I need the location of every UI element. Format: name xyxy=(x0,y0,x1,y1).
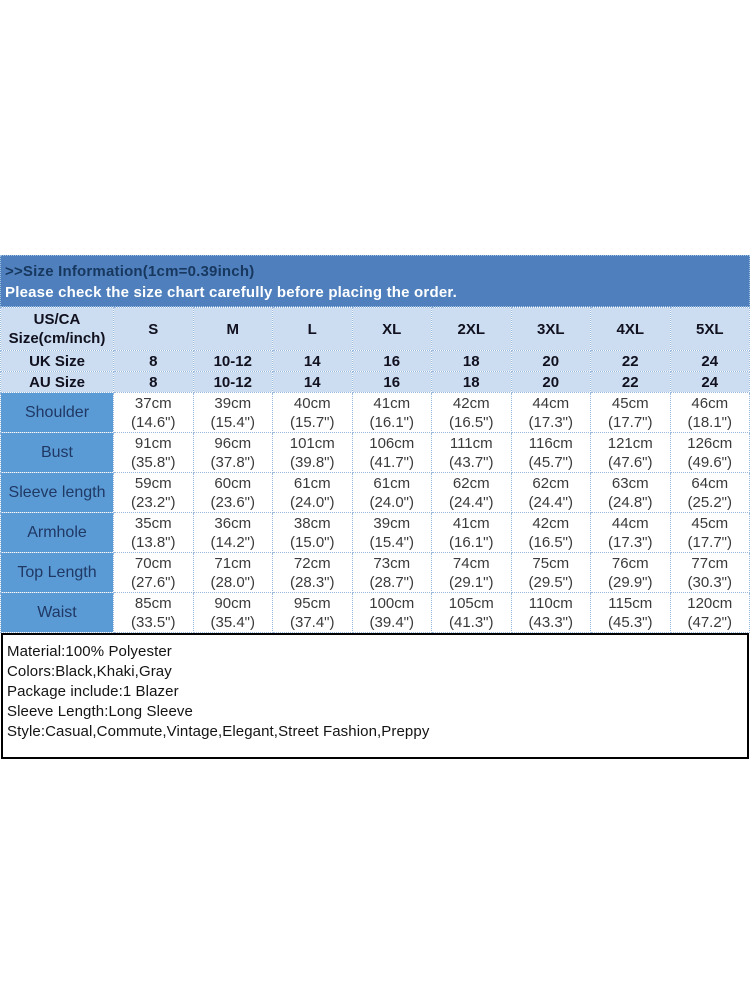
measurement-cm-value: 75cm xyxy=(532,554,570,572)
measurement-cm-value: 44cm xyxy=(611,514,649,532)
measurement-cell xyxy=(114,433,194,473)
measurement-cell xyxy=(273,393,353,433)
measurement-inch-value: (37.4") xyxy=(289,613,335,631)
size-value-cell: 14 xyxy=(273,372,353,393)
measurement-cell xyxy=(591,553,671,593)
measurement-cm-value: 126cm xyxy=(687,434,733,452)
size-chart-body xyxy=(1,308,750,633)
measurement-cell xyxy=(193,593,273,633)
measurement-cm-value: 95cm xyxy=(293,594,331,612)
measurement-cm-value: 76cm xyxy=(611,554,649,572)
measurement-row-armhole xyxy=(1,513,750,553)
size-chart-table xyxy=(0,307,750,633)
measurement-cell xyxy=(511,473,591,513)
measurement-row-waist xyxy=(1,593,750,633)
measurement-cell xyxy=(591,473,671,513)
measurement-cell xyxy=(114,593,194,633)
measurement-cm-value: 85cm xyxy=(134,594,172,612)
measurement-inch-value: (28.0") xyxy=(210,573,255,591)
banner-title: >>Size Information(1cm=0.39inch) xyxy=(5,263,255,280)
measurement-inch-value: (41.7") xyxy=(369,453,414,471)
measurement-inch-value: (25.2") xyxy=(687,493,732,511)
measurement-cell xyxy=(670,433,750,473)
measurement-cell xyxy=(273,513,353,553)
measurement-cm-value: 101cm xyxy=(289,434,335,452)
size-value-cell: 20 xyxy=(511,351,591,372)
measurement-cell xyxy=(432,393,512,433)
measurement-cm-value: 41cm xyxy=(373,394,411,412)
size-value-cell: 22 xyxy=(591,351,671,372)
measurement-cell xyxy=(193,433,273,473)
banner-subtitle: Please check the size chart carefully before placing the order. xyxy=(5,284,457,301)
measurement-inch-value: (24.8") xyxy=(607,493,653,511)
size-info-banner xyxy=(0,255,750,307)
measurement-cell xyxy=(670,593,750,633)
size-value-cell: 18 xyxy=(432,372,512,393)
size-value-cell: 22 xyxy=(591,372,671,393)
measurement-row-top-length xyxy=(1,553,750,593)
size-value-cell: 24 xyxy=(670,372,750,393)
measurement-cm-value: 77cm xyxy=(691,554,729,572)
product-details-box xyxy=(1,633,749,759)
measurement-inch-value: (16.1") xyxy=(448,533,494,551)
measurement-inch-value: (24.0") xyxy=(289,493,335,511)
measurement-inch-value: (23.6") xyxy=(210,493,255,511)
size-value-cell: 16 xyxy=(352,351,432,372)
measurement-cell xyxy=(511,553,591,593)
measurement-cell xyxy=(273,433,353,473)
measurement-cm-value: 42cm xyxy=(452,394,490,412)
measurement-inch-value: (33.5") xyxy=(130,613,176,631)
measurement-cell xyxy=(670,473,750,513)
measurement-cm-value: 70cm xyxy=(134,554,172,572)
detail-line: Style:Casual,Commute,Vintage,Elegant,Street Fashion,Preppy xyxy=(7,723,430,740)
measurement-inch-value: (29.5") xyxy=(528,573,573,591)
measurement-inch-value: (16.1") xyxy=(369,413,414,431)
measurement-inch-value: (23.2") xyxy=(130,493,176,511)
measurement-cell xyxy=(273,473,353,513)
measurement-cell xyxy=(352,553,432,593)
measurement-cell xyxy=(432,473,512,513)
measurement-inch-value: (15.4") xyxy=(210,413,255,431)
size-value-cell: 18 xyxy=(432,351,512,372)
measurement-cell xyxy=(591,393,671,433)
measurement-cell xyxy=(114,513,194,553)
measurement-inch-value: (30.3") xyxy=(687,573,732,591)
size-row-uk-size xyxy=(1,351,750,372)
measurement-cell xyxy=(511,593,591,633)
size-value-cell: 20 xyxy=(511,372,591,393)
measurement-cm-value: 38cm xyxy=(293,514,331,532)
measurement-cm-value: 105cm xyxy=(448,594,494,612)
measurement-cm-value: 91cm xyxy=(134,434,172,452)
measurement-cm-value: 45cm xyxy=(691,514,729,532)
measurement-inch-value: (45.3") xyxy=(607,613,653,631)
measurement-cm-value: 62cm xyxy=(452,474,490,492)
measurement-cell xyxy=(193,513,273,553)
measurement-cm-value: 100cm xyxy=(369,594,415,612)
measurement-cell xyxy=(432,433,512,473)
measurement-inch-value: (29.1") xyxy=(448,573,494,591)
measurement-cell xyxy=(511,393,591,433)
measurement-inch-value: (16.5") xyxy=(528,533,573,551)
measurement-inch-value: (15.0") xyxy=(289,533,335,551)
size-header-row xyxy=(1,308,750,351)
measurement-cell xyxy=(670,553,750,593)
measurement-inch-value: (14.2") xyxy=(210,533,255,551)
measurement-cm-value: 72cm xyxy=(293,554,331,572)
measurement-cm-value: 116cm xyxy=(528,434,573,452)
measurement-inch-value: (37.8") xyxy=(210,453,255,471)
size-row-label: UK Size xyxy=(1,351,114,372)
size-row-label: AU Size xyxy=(1,372,114,393)
measurement-row-label: Armhole xyxy=(1,513,114,553)
size-value-cell: 10-12 xyxy=(193,372,273,393)
size-header-4xl: 4XL xyxy=(591,308,671,351)
measurement-cm-value: 60cm xyxy=(214,474,252,492)
measurement-cm-value: 110cm xyxy=(528,594,573,612)
measurement-cm-value: 121cm xyxy=(607,434,653,452)
measurement-inch-value: (47.2") xyxy=(687,613,732,631)
measurement-inch-value: (28.3") xyxy=(289,573,335,591)
size-value-cell: 8 xyxy=(114,372,194,393)
measurement-cm-value: 45cm xyxy=(611,394,649,412)
measurement-inch-value: (15.4") xyxy=(369,533,414,551)
measurement-cm-value: 40cm xyxy=(293,394,331,412)
size-header-xl: XL xyxy=(352,308,432,351)
measurement-cell xyxy=(511,513,591,553)
measurement-cm-value: 46cm xyxy=(691,394,729,412)
size-info-sheet xyxy=(0,255,750,759)
size-value-cell: 24 xyxy=(670,351,750,372)
measurement-cm-value: 115cm xyxy=(608,594,653,612)
measurement-cell xyxy=(511,433,591,473)
measurement-inch-value: (43.3") xyxy=(528,613,573,631)
measurement-inch-value: (27.6") xyxy=(130,573,176,591)
size-value-cell: 8 xyxy=(114,351,194,372)
measurement-cell xyxy=(193,553,273,593)
measurement-inch-value: (45.7") xyxy=(528,453,573,471)
measurement-row-bust xyxy=(1,433,750,473)
measurement-cell xyxy=(591,593,671,633)
measurement-cell xyxy=(352,513,432,553)
size-value-cell: 16 xyxy=(352,372,432,393)
measurement-cm-value: 61cm xyxy=(293,474,331,492)
measurement-cm-value: 36cm xyxy=(214,514,252,532)
size-value-cell: 14 xyxy=(273,351,353,372)
measurement-inch-value: (24.4") xyxy=(528,493,573,511)
size-row-au-size xyxy=(1,372,750,393)
measurement-cell xyxy=(432,593,512,633)
detail-line: Package include:1 Blazer xyxy=(7,683,179,700)
detail-line: Material:100% Polyester xyxy=(7,643,172,660)
measurement-cm-value: 59cm xyxy=(134,474,172,492)
measurement-cell xyxy=(432,553,512,593)
measurement-cm-value: 62cm xyxy=(532,474,570,492)
measurement-cell xyxy=(352,473,432,513)
size-value-cell: 10-12 xyxy=(193,351,273,372)
measurement-inch-value: (24.4") xyxy=(448,493,494,511)
measurement-row-label: Top Length xyxy=(1,553,114,593)
measurement-inch-value: (15.7") xyxy=(289,413,335,431)
measurement-cm-value: 35cm xyxy=(134,514,172,532)
size-header-5xl: 5XL xyxy=(670,308,750,351)
measurement-cell xyxy=(591,433,671,473)
measurement-cell xyxy=(432,513,512,553)
corner-label-line2: Size(cm/inch) xyxy=(8,330,106,347)
size-header-l: L xyxy=(273,308,353,351)
measurement-cm-value: 61cm xyxy=(373,474,411,492)
measurement-cm-value: 64cm xyxy=(691,474,729,492)
measurement-cm-value: 39cm xyxy=(373,514,411,532)
measurement-inch-value: (17.7") xyxy=(687,533,732,551)
measurement-row-shoulder xyxy=(1,393,750,433)
measurement-row-sleeve-length xyxy=(1,473,750,513)
measurement-inch-value: (39.8") xyxy=(289,453,335,471)
measurement-inch-value: (17.3") xyxy=(607,533,653,551)
measurement-cell xyxy=(114,553,194,593)
measurement-inch-value: (35.4") xyxy=(210,613,255,631)
measurement-cm-value: 90cm xyxy=(214,594,252,612)
measurement-inch-value: (41.3") xyxy=(448,613,494,631)
measurement-cell xyxy=(193,393,273,433)
measurement-inch-value: (17.3") xyxy=(528,413,573,431)
measurement-cell xyxy=(352,593,432,633)
measurement-inch-value: (35.8") xyxy=(130,453,176,471)
detail-line: Sleeve Length:Long Sleeve xyxy=(7,703,193,720)
measurement-cell xyxy=(114,393,194,433)
size-header-m: M xyxy=(193,308,273,351)
measurement-inch-value: (49.6") xyxy=(687,453,732,471)
measurement-inch-value: (13.8") xyxy=(130,533,176,551)
measurement-inch-value: (17.7") xyxy=(607,413,653,431)
measurement-cell xyxy=(352,393,432,433)
measurement-row-label: Waist xyxy=(1,593,114,633)
measurement-inch-value: (39.4") xyxy=(369,613,414,631)
measurement-inch-value: (18.1") xyxy=(687,413,732,431)
measurement-row-label: Bust xyxy=(1,433,114,473)
measurement-inch-value: (14.6") xyxy=(130,413,176,431)
measurement-cm-value: 120cm xyxy=(687,594,733,612)
measurement-cell xyxy=(273,553,353,593)
measurement-cm-value: 96cm xyxy=(214,434,252,452)
size-header-2xl: 2XL xyxy=(432,308,512,351)
measurement-cell xyxy=(670,513,750,553)
measurement-cell xyxy=(273,593,353,633)
measurement-inch-value: (28.7") xyxy=(369,573,414,591)
detail-line: Colors:Black,Khaki,Gray xyxy=(7,663,172,680)
size-header-3xl: 3XL xyxy=(511,308,591,351)
measurement-cm-value: 74cm xyxy=(452,554,490,572)
measurement-cm-value: 44cm xyxy=(532,394,570,412)
measurement-cm-value: 106cm xyxy=(369,434,415,452)
measurement-row-label: Shoulder xyxy=(1,393,114,433)
measurement-cell xyxy=(193,473,273,513)
measurement-row-label: Sleeve length xyxy=(1,473,114,513)
measurement-inch-value: (16.5") xyxy=(448,413,494,431)
measurement-cm-value: 73cm xyxy=(373,554,411,572)
measurement-cm-value: 42cm xyxy=(532,514,570,532)
measurement-cm-value: 37cm xyxy=(134,394,172,412)
measurement-cm-value: 71cm xyxy=(214,554,252,572)
corner-label-line1: US/CA xyxy=(33,311,81,328)
measurement-cell xyxy=(114,473,194,513)
measurement-cm-value: 39cm xyxy=(214,394,252,412)
measurement-inch-value: (43.7") xyxy=(448,453,494,471)
measurement-cm-value: 41cm xyxy=(452,514,490,532)
size-header-s: S xyxy=(114,308,194,351)
measurement-inch-value: (47.6") xyxy=(607,453,653,471)
measurement-cm-value: 111cm xyxy=(449,434,493,452)
measurement-cell xyxy=(670,393,750,433)
corner-cell-us-ca-size xyxy=(1,308,114,351)
measurement-inch-value: (29.9") xyxy=(607,573,653,591)
measurement-cm-value: 63cm xyxy=(611,474,649,492)
measurement-cell xyxy=(591,513,671,553)
measurement-inch-value: (24.0") xyxy=(369,493,414,511)
measurement-cell xyxy=(352,433,432,473)
